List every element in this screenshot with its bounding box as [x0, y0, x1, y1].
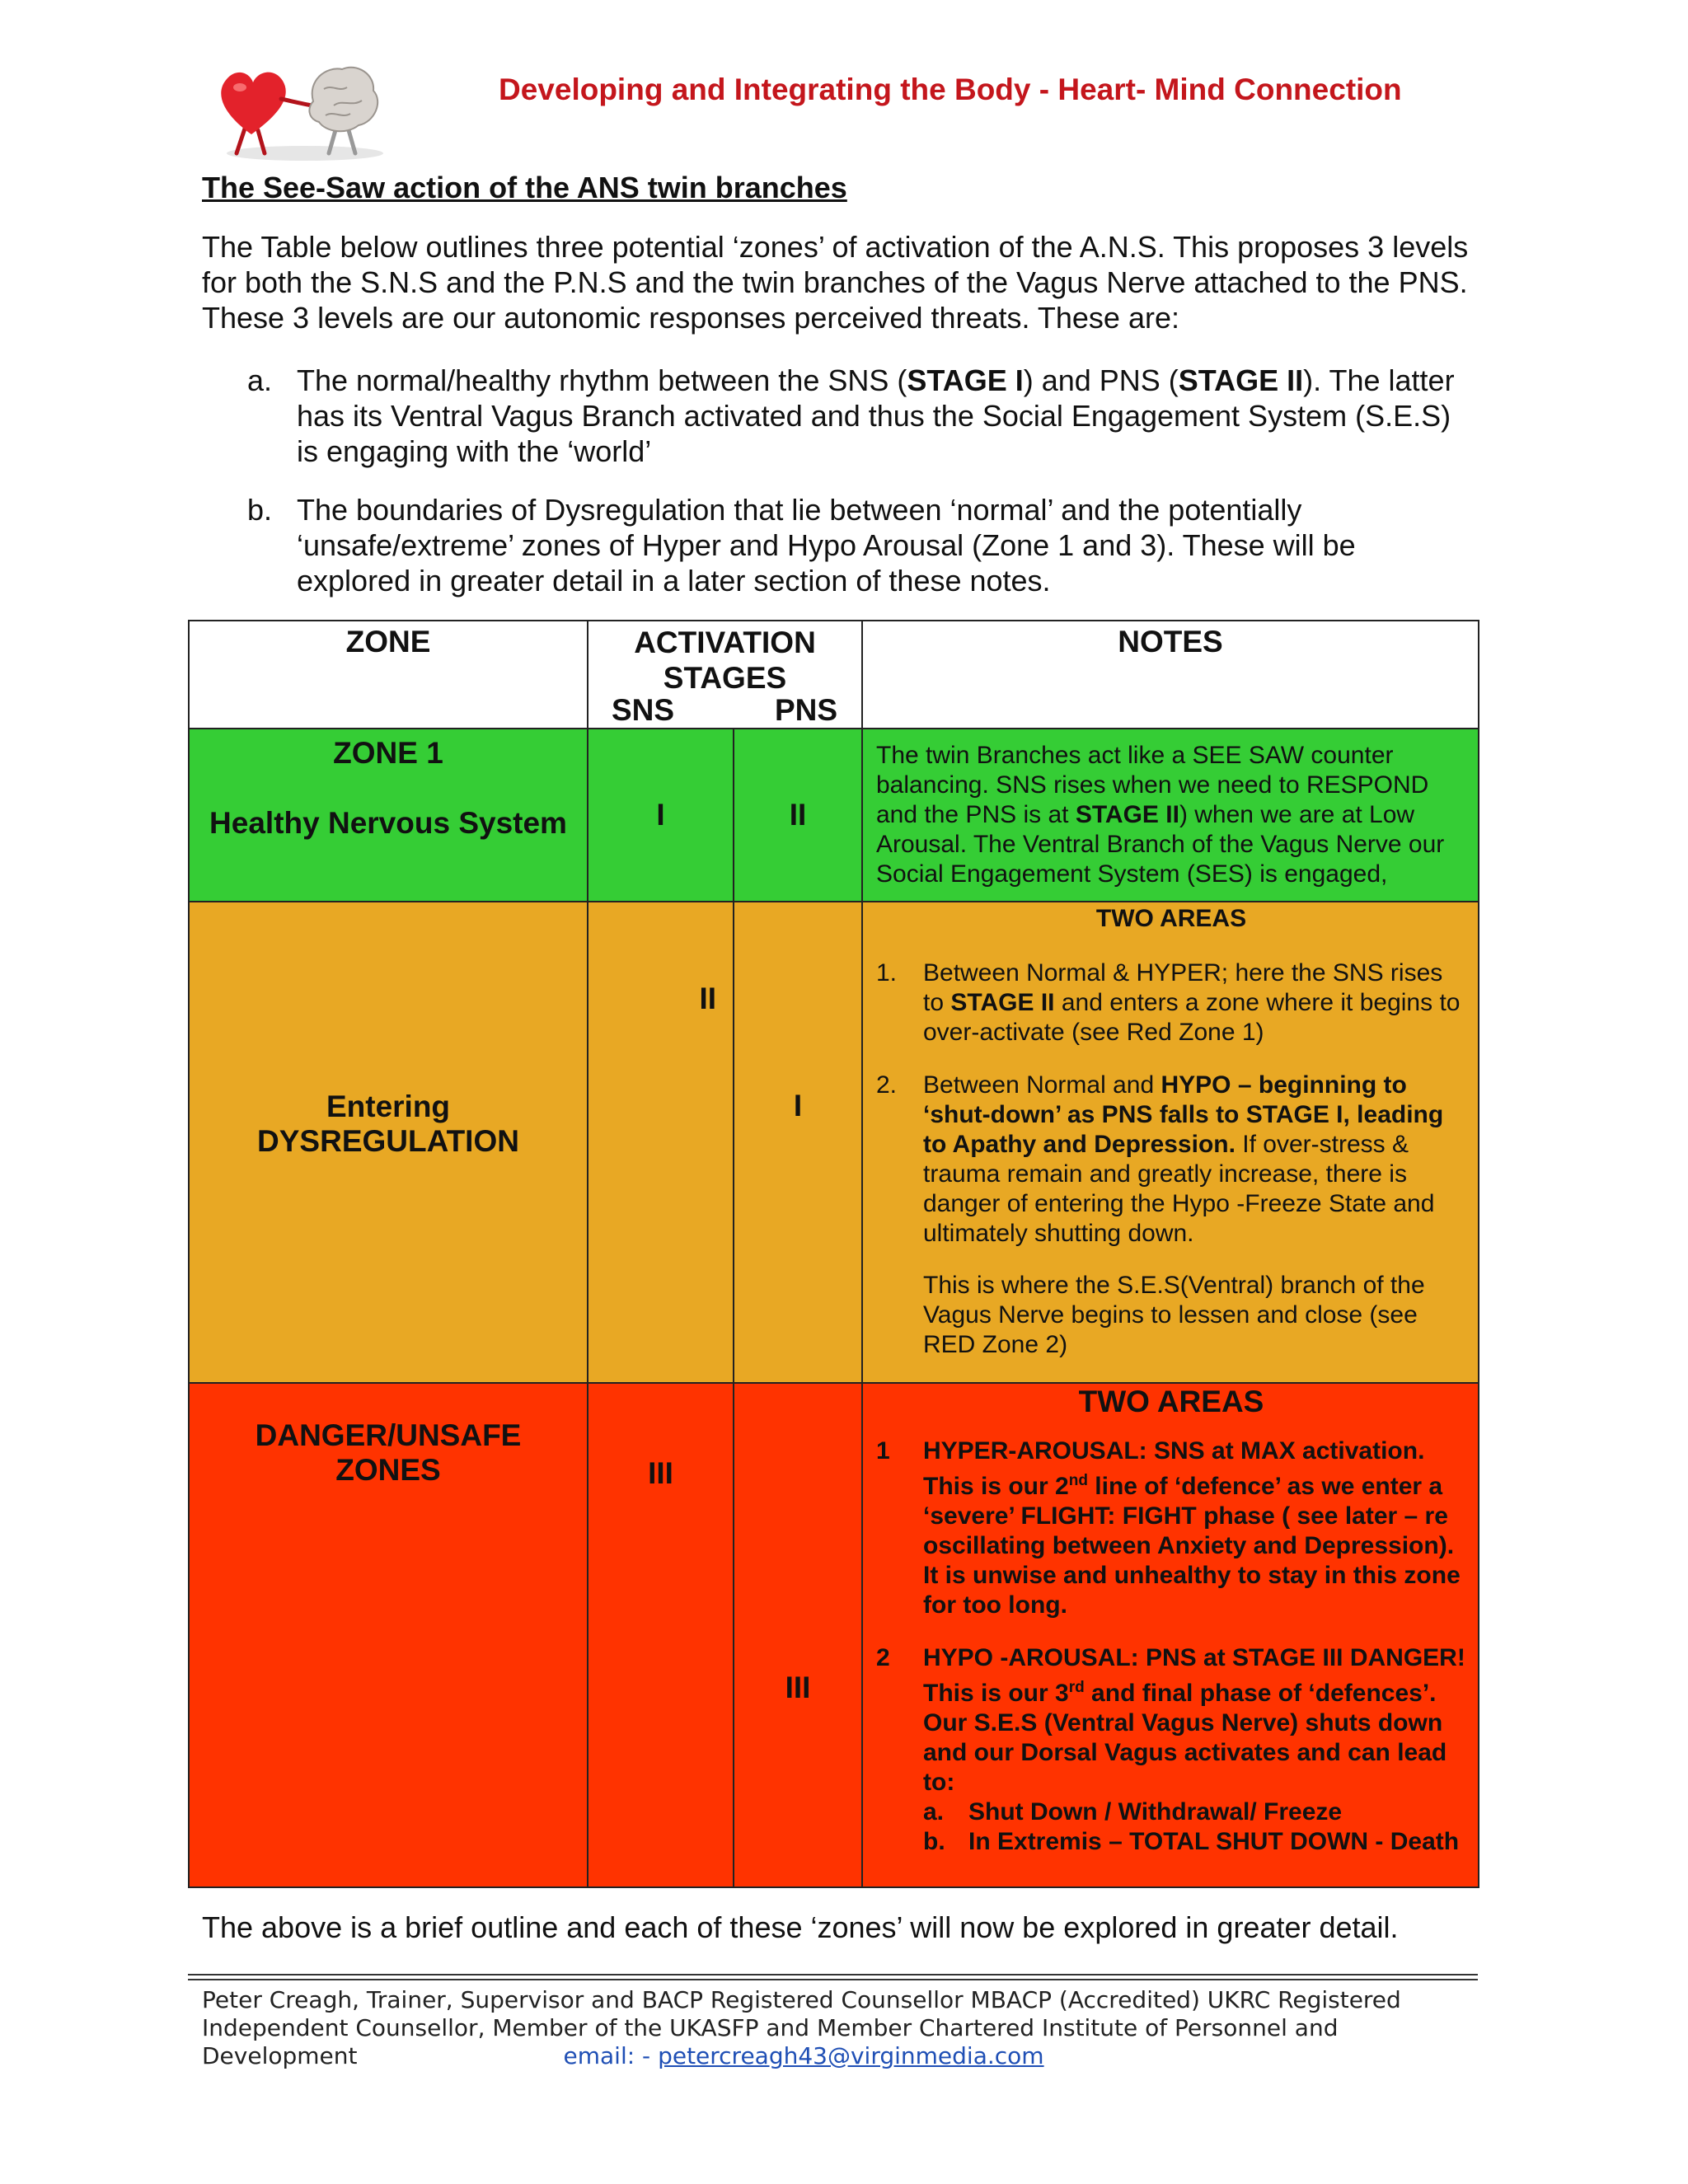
sub-item-text: Shut Down / Withdrawal/ Freeze [968, 1798, 1343, 1825]
table-row [189, 1383, 1479, 1887]
superscript: rd [1068, 1679, 1085, 1696]
notes-cell [862, 902, 1479, 1383]
table-header-row [189, 621, 1479, 729]
sns-stage-cell [588, 1383, 734, 1887]
text-run: and final phase of ‘defences’. Our S.E.S (Ventral Vagus Nerve) shuts down and our Dorsal Vagus activates and can lead to: [923, 1680, 1447, 1796]
notes-item-number: 1 [876, 1437, 890, 1465]
text-run: If over-stress & trauma remain and greatly increase, there is danger of entering the Hypo -Freeze State and ultimately shutting down. [923, 1131, 1435, 1247]
pns-stage-value: III [785, 1671, 811, 1704]
zone-header-label: ZONE [345, 625, 431, 658]
footer-divider [188, 1974, 1478, 1975]
zone-name: ZONE 1 [333, 736, 443, 770]
text-run: Between Normal & HYPER; here the SNS rises to [923, 959, 1443, 1016]
pns-stage-value: I [793, 1089, 803, 1122]
intro-paragraph: The Table below outlines three potential ‘zones’ of activation of the A.N.S. This proposes 3 levels for both the S.N.S and the P.N.S and the twin branches of the Vagus Nerve attached to the PNS. These 3 levels are our autonomic responses perceived threats. These are: [202, 230, 1469, 335]
list-marker: a. [247, 363, 273, 397]
text-run: and enters a zone where it begins to over-activate (see Red Zone 1) [923, 989, 1461, 1046]
section-title: The See-Saw action of the ANS twin branches [202, 171, 847, 204]
notes-cell [862, 729, 1479, 902]
notes-header [862, 621, 1479, 729]
notes-list-item [876, 1436, 1466, 1620]
email-label: email: - [563, 2042, 651, 2069]
zone-description: Healthy Nervous System [209, 806, 567, 840]
notes-item-number: 2 [876, 1644, 890, 1671]
sub-item-marker: b. [923, 1828, 945, 1855]
text-run: ). The latter has its Ventral Vagus Branch activated and thus the Social Engagement System (S.E.S) is engaging with the ‘world’ [297, 363, 1455, 468]
bold-text: STAGE I [907, 363, 1024, 397]
table-row [189, 729, 1479, 902]
text-run: Between Normal and [923, 1071, 1161, 1099]
list-marker: b. [247, 493, 273, 527]
notes-list-item [876, 1071, 1466, 1360]
superscript: nd [1068, 1472, 1088, 1489]
notes-heading: TWO AREAS [1078, 1385, 1264, 1418]
notes-item-number: 1. [876, 959, 898, 987]
notes-paragraph: This is where the S.E.S(Ventral) branch of the Vagus Nerve begins to lessen and close (see RED Zone 2) [923, 1272, 1425, 1358]
bold-text: STAGE II [1178, 363, 1304, 397]
footer [202, 1986, 1488, 2070]
notes-list-item [876, 1643, 1466, 1857]
text-run: HYPER-AROUSAL: SNS at MAX activation. This is our 2 [923, 1437, 1425, 1500]
sub-item-text: In Extremis – TOTAL SHUT DOWN - Death [968, 1828, 1460, 1855]
text-run: ) and PNS ( [1023, 363, 1179, 397]
zone-header [189, 621, 588, 729]
notes-list-item [876, 958, 1466, 1047]
footer-divider [188, 1979, 1478, 1980]
footer-credentials: Peter Creagh, Trainer, Supervisor and BACP Registered Counsellor MBACP (Accredited) UKRC Registered Independent Counsellor, Member of the UKASFP and Member Chartered Institute of Personnel and Development [202, 1986, 1401, 2069]
text-run: ) when we are at Low Arousal. The Ventral Branch of the Vagus Nerve our Social Engagement System (SES) is engaged, [876, 801, 1445, 888]
pns-stage-cell [734, 902, 862, 1383]
sub-item-marker: a. [923, 1798, 945, 1825]
sns-stage-cell: I [588, 729, 734, 902]
text-run: line of ‘defence’ as we enter a ‘severe’ FLIGHT: FIGHT phase ( see later – re oscillating between Anxiety and Depression). It is unwise and unhealthy to stay in this zone for too long. [923, 1473, 1461, 1619]
closing-paragraph: The above is a brief outline and each of these ‘zones’ will now be explored in greater detail. [202, 1910, 1399, 1944]
header-title: Developing and Integrating the Body - Heart- Mind Connection [499, 73, 1402, 106]
bold-text: STAGE II [1075, 801, 1179, 828]
pns-stage-cell [734, 1383, 862, 1887]
sns-header-label: SNS [612, 693, 675, 727]
sns-stage-value: III [648, 1456, 673, 1490]
text-run: HYPO -AROUSAL: PNS at STAGE III DANGER! This is our 3 [923, 1644, 1465, 1707]
sns-stage-cell [588, 902, 734, 1383]
pns-stage-cell: II [734, 729, 862, 902]
zone-description: ZONES [335, 1453, 441, 1487]
text-run: The normal/healthy rhythm between the SNS ( [297, 363, 907, 397]
notes-sub-item [923, 1797, 1466, 1827]
zone-cell [189, 1383, 588, 1887]
notes-heading: TWO AREAS [1095, 905, 1247, 932]
zone-cell [189, 729, 588, 902]
zone-name: Entering [326, 1090, 451, 1123]
list-item-b [247, 492, 1475, 598]
email-link[interactable]: petercreagh43@virginmedia.com [658, 2042, 1044, 2069]
list-item-text: The boundaries of Dysregulation that lie between ‘normal’ and the potentially ‘unsafe/extreme’ zones of Hyper and Hypo Arousal (Zone 1 and 3). These will be explored in greater detail in a later section of these notes. [297, 493, 1356, 598]
zones-table [188, 620, 1479, 1888]
bold-text: HYPO – beginning to ‘shut-down’ as PNS falls to STAGE I, leading to Apathy and Depression. [923, 1071, 1444, 1158]
pns-header-label: PNS [775, 693, 838, 727]
sns-stage-value: II [699, 982, 716, 1015]
notes-sub-item [923, 1827, 1466, 1857]
table-row [189, 902, 1479, 1383]
zone-cell [189, 902, 588, 1383]
notes-item-number: 2. [876, 1071, 898, 1099]
bold-text: STAGE II [950, 989, 1055, 1016]
list-item-text [247, 363, 1475, 469]
list-item-a [247, 363, 1475, 469]
text-run: The twin Branches act like a SEE SAW counter balancing. SNS rises when we need to RESPOND and the PNS is at [876, 742, 1429, 828]
zone-description: DYSREGULATION [257, 1124, 519, 1158]
zone-name: DANGER/UNSAFE [255, 1418, 522, 1452]
activation-stages-header [588, 621, 862, 729]
notes-header-label: NOTES [1118, 625, 1223, 658]
notes-text [876, 741, 1466, 889]
heart-and-brain-holding-hands-icon [210, 56, 392, 163]
activation-header-label: ACTIVATION STAGES [634, 626, 816, 695]
notes-cell [862, 1383, 1479, 1887]
